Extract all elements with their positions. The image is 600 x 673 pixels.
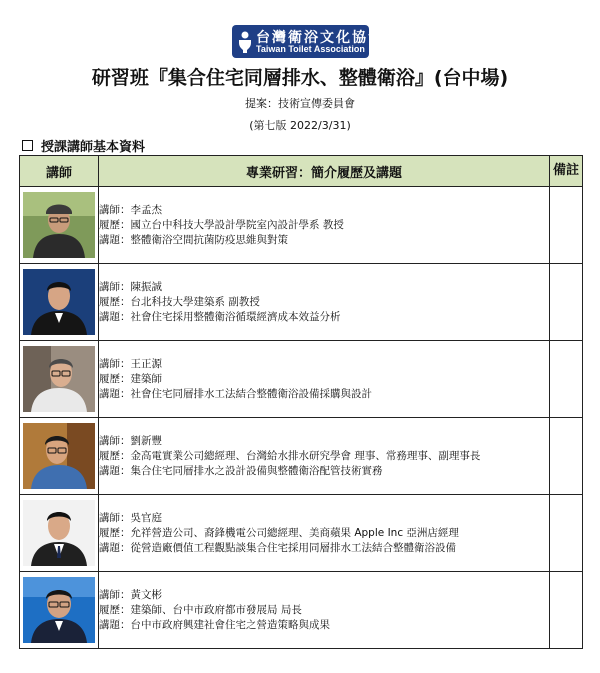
toilet-logo-icon (238, 31, 252, 53)
lecturer-resume: 履歷：建築師 (99, 372, 162, 385)
lecturer-resume: 履歷：金高電實業公司總經理、台灣給水排水研究學會 理事、常務理事、副理事長 (99, 449, 481, 462)
section-heading-label: 授課講師基本資料 (41, 140, 146, 155)
checkbox-icon (22, 140, 33, 151)
table-row (20, 187, 583, 264)
lecturer-topic: 講題：社會住宅採用整體衛浴循環經濟成本效益分析 (99, 310, 341, 323)
lecturer-info (99, 264, 550, 341)
lecturer-info (99, 418, 550, 495)
lecturer-info (99, 572, 550, 649)
version-text: (第七版 2022/3/31) (249, 119, 351, 132)
lecturer-resume: 履歷：國立台中科技大學設計學院室內設計學系 教授 (99, 218, 344, 231)
header-lecturer: 講師 (20, 156, 99, 187)
header-note: 備註 (550, 156, 583, 187)
lecturer-photo (23, 500, 95, 566)
logo-chinese-name: 台灣衛浴文化協會 (256, 30, 384, 46)
table-row (20, 572, 583, 649)
lecturer-resume: 履歷：建築師、台中市政府都市發展局 局長 (99, 603, 302, 616)
lecturer-info (99, 187, 550, 264)
note-cell (550, 495, 583, 572)
lecturer-topic: 講題：從營造廠價值工程觀點談集合住宅採用同層排水工法結合整體衛浴設備 (99, 541, 456, 554)
lecturer-photo (23, 346, 95, 412)
lecturer-photo-cell (20, 572, 99, 649)
table-row (20, 341, 583, 418)
lecturer-photo (23, 577, 95, 643)
lecturer-name: 講師：劉新豐 (99, 434, 162, 447)
note-cell (550, 264, 583, 341)
lecturer-photo-cell (20, 341, 99, 418)
lecturer-name: 講師：李孟杰 (99, 203, 162, 216)
table-row (20, 264, 583, 341)
note-cell (550, 572, 583, 649)
lecturer-photo-cell (20, 495, 99, 572)
lecturer-resume: 履歷：允祥營造公司、裔鋒機電公司總經理、美商蘋果 Apple Inc 亞洲店經理 (99, 526, 459, 539)
section-heading (22, 136, 145, 155)
lecturer-topic: 講題：集合住宅同層排水之設計設備與整體衛浴配管技術實務 (99, 464, 383, 477)
lecturer-info (99, 341, 550, 418)
lecturer-resume: 履歷：台北科技大學建築系 副教授 (99, 295, 260, 308)
page-title: 研習班『集合住宅同層排水、整體衛浴』(台中場) (91, 67, 509, 89)
lecturer-name: 講師：黃文彬 (99, 588, 162, 601)
lecturer-photo-cell (20, 187, 99, 264)
table-header-row (20, 156, 583, 187)
lecturer-name: 講師：吳官庭 (99, 511, 162, 524)
lecturer-photo-cell (20, 418, 99, 495)
lecturer-photo-cell (20, 264, 99, 341)
lecturer-topic: 講題：整體衛浴空間抗菌防疫思維與對策 (99, 233, 288, 246)
logo-english-name: Taiwan Toilet Association (256, 44, 365, 54)
note-cell (550, 418, 583, 495)
lecturer-photo (23, 423, 95, 489)
lecturer-topic: 講題：台中市政府興建社會住宅之營造策略與成果 (99, 618, 330, 631)
lecturer-name: 講師：王正源 (99, 357, 162, 370)
table-row (20, 495, 583, 572)
lecturer-photo (23, 192, 95, 258)
note-cell (550, 341, 583, 418)
lecturer-name: 講師：陳振誠 (99, 280, 162, 293)
header-content: 專業研習：簡介履歷及講題 (99, 156, 550, 187)
lecturer-info (99, 495, 550, 572)
note-cell (550, 187, 583, 264)
lecturer-photo (23, 269, 95, 335)
lecturer-table (19, 155, 583, 649)
association-logo (232, 25, 384, 58)
lecturer-topic: 講題：社會住宅同層排水工法結合整體衛浴設備採購與設計 (99, 387, 372, 400)
table-row (20, 418, 583, 495)
proposer-text: 提案：技術宣傳委員會 (245, 97, 355, 110)
